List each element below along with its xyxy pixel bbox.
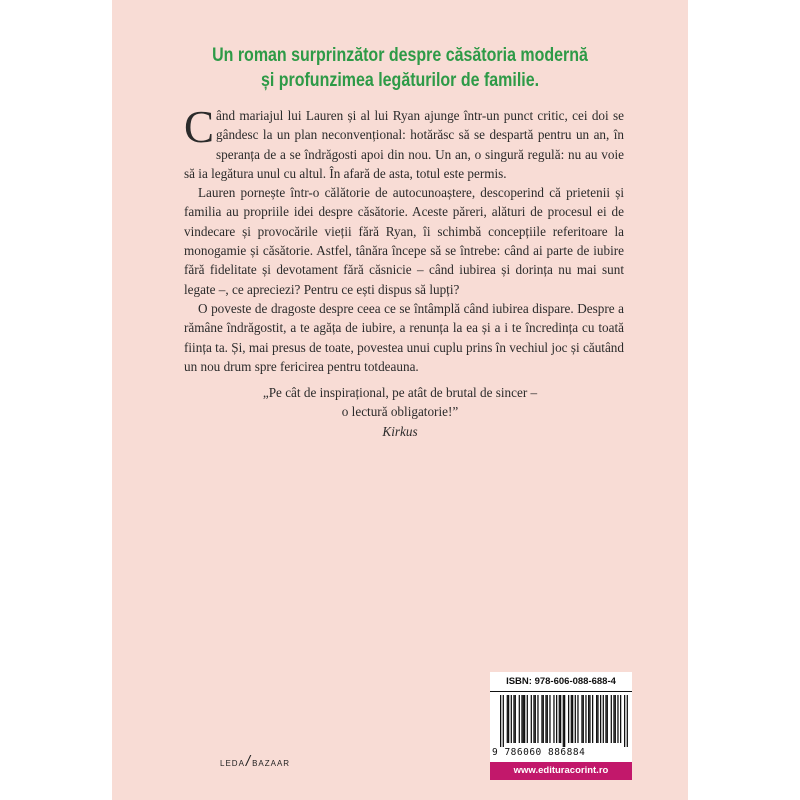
publisher-website: www.edituracorint.ro xyxy=(490,762,632,780)
tagline-line-2: și profunzimea legăturilor de familie. xyxy=(260,69,540,91)
publisher-logo-right: BAZAAR xyxy=(252,759,291,768)
review-quote xyxy=(112,383,688,441)
synopsis-paragraph-2: Lauren pornește într-o călătorie de autocunoaștere, descoperind că prietenii și familia au propriile idei despre căsătorie. Aceste păreri, alături de procesul ei de vindecare și provocările vieții fără Ryan, îi schimbă concepțiile referitoare la monogamie și căsătorie. Astfel, tânăra începe să se întrebe: când ai parte de iubire fără fidelitate și devotament fără căsnicie – când iubirea și dorința nu mai sunt legate –, ce apreciezi? Pentru ce ești dispus să lupți? xyxy=(184,185,624,297)
barcode-digits: 9 786060 886884 xyxy=(492,747,586,758)
quote-source: Kirkus xyxy=(382,423,418,439)
back-cover xyxy=(112,0,688,800)
publisher-logo-left: LEDA xyxy=(220,759,245,768)
drop-cap: C xyxy=(184,102,215,152)
tagline-line-1: Un roman surprinzător despre căsătoria modernă xyxy=(212,44,588,66)
quill-icon: / xyxy=(245,753,252,770)
barcode-icon xyxy=(500,695,628,747)
publisher-logo xyxy=(220,755,290,772)
isbn-label: ISBN: 978-606-088-688-4 xyxy=(490,672,632,692)
synopsis-paragraph-3: O poveste de dragoste despre ceea ce se întâmplă când iubirea dispare. Despre a rămâne îndrăgostit, a te agăța de iubire, a renunța la ea și a i te încredința cu toată ființa ta. Și, mai presus de toate, povestea unui cuplu prins în vechiul joc și căutând un nou drum spre fericirea pentru totdeauna. xyxy=(184,300,624,374)
synopsis xyxy=(184,102,624,376)
tagline xyxy=(164,43,636,93)
quote-line-1: „Pe cât de inspirațional, pe atât de brutal de sincer – xyxy=(262,385,538,400)
synopsis-paragraph-1 xyxy=(184,102,624,183)
synopsis-paragraph-1-text: ând mariajul lui Lauren și al lui Ryan ajunge într-un punct critic, cei doi se gândesc la un plan neconvențional: hotărăsc să se despartă pentru un an, în speranța de a se îndrăgosti apoi din nou. Un an, o singură regulă: nu au voie să ia legătura unul cu altul. În afară de asta, totul este permis. xyxy=(184,108,624,181)
barcode-box xyxy=(490,672,632,780)
quote-line-2: o lectură obligatorie!” xyxy=(341,404,459,420)
